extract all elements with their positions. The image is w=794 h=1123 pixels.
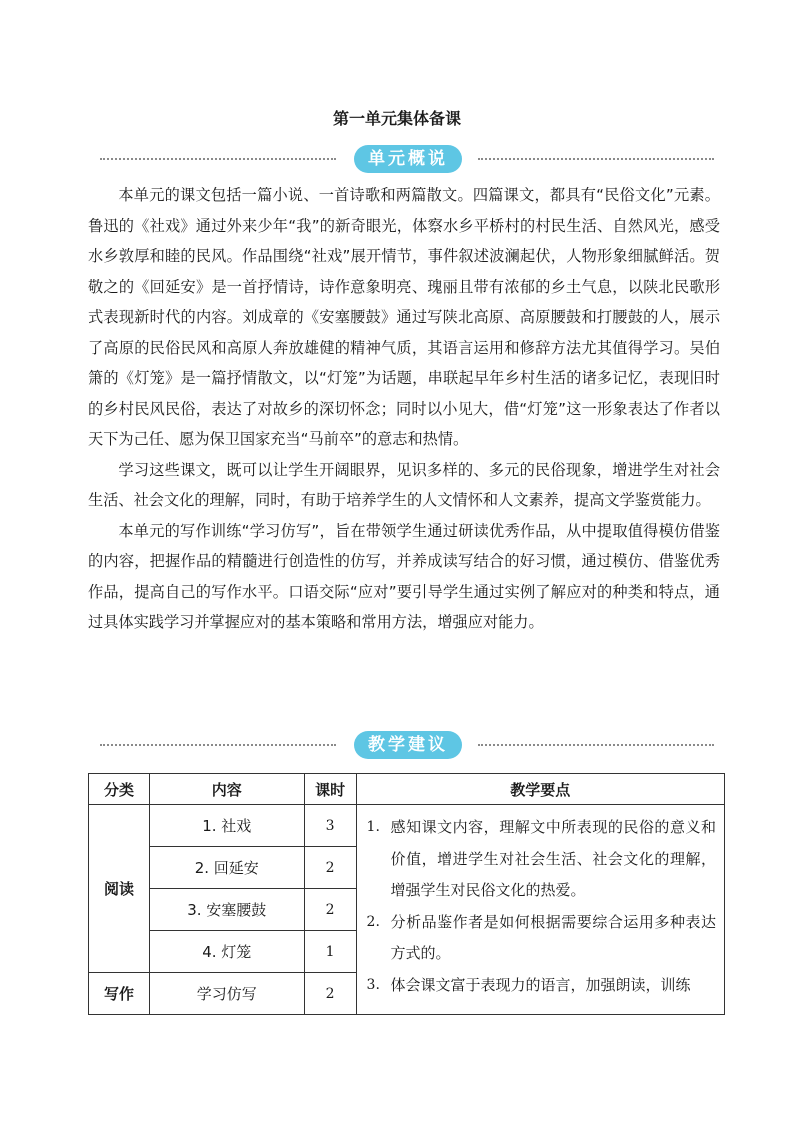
overview-paragraph: 本单元的课文包括一篇小说、一首诗歌和两篇散文。四篇课文，都具有“民俗文化”元素。鲁迅的《社戏》通过外来少年“我”的新奇眼光，体察水乡平桥村的村民生活、自然风光，感受水乡敦厚和睦的民风。作品围绕“社戏”展开情节，事件叙述波澜起伏，人物形象细腻鲜活。贺敬之的《回延安》是一首抒情诗，诗作意象明亮、瑰丽且带有浓郁的乡土气息，以陕北民歌形式表现新时代的内容。刘成章的《安塞腰鼓》通过写陕北高原、高原腰鼓和打腰鼓的人，展示了高原的民俗民风和高原人奔放雄健的精神气质，其语言运用和修辞方法尤其值得学习。吴伯箫的《灯笼》是一篇抒情散文，以“灯笼”为话题，串联起早年乡村生活的诸多记忆，表现旧时的乡村民风民俗，表达了对故乡的深切怀念；同时以小见大，借“灯笼”这一形象表达了作者以天下为己任、愿为保卫国家充当“马前卒”的意志和热情。 <box>88 186 720 448</box>
teaching-points-cell <box>356 805 724 1015</box>
lesson-cell: 2. 回延安 <box>149 847 304 889</box>
hours-cell: 1 <box>304 931 356 973</box>
hours-cell: 2 <box>304 847 356 889</box>
section-label-suggestion: 教学建议 <box>354 731 462 759</box>
dotted-divider-right <box>478 744 714 746</box>
hours-cell: 2 <box>304 889 356 931</box>
category-writing: 写作 <box>89 973 150 1015</box>
dotted-divider-right <box>478 158 714 160</box>
teaching-point <box>367 812 716 907</box>
overview-paragraph: 本单元的写作训练“学习仿写”，旨在带领学生通过研读优秀作品，从中提取值得模仿借鉴的内容，把握作品的精髓进行创造性的仿写，并养成读写结合的好习惯，通过模仿、借鉴优秀作品，提高自己的写作水平。口语交际“应对”要引导学生通过实例了解应对的种类和特点，通过具体实践学习并掌握应对的基本策略和常用方法，增强应对能力。 <box>88 521 720 631</box>
header-content: 内容 <box>149 774 304 805</box>
teaching-plan-table <box>88 773 725 1015</box>
section-header-suggestion <box>100 731 714 759</box>
dotted-divider-left <box>100 158 336 160</box>
lesson-cell: 学习仿写 <box>149 973 304 1015</box>
teaching-point <box>367 970 716 1002</box>
overview-body <box>88 180 720 638</box>
header-category: 分类 <box>89 774 150 805</box>
table-row <box>89 805 725 847</box>
point-number: 2. <box>366 913 380 930</box>
point-number: 1. <box>366 819 380 835</box>
section-header-overview <box>100 145 714 173</box>
point-text: 分析品鉴作者是如何根据需要综合运用多种表达方式的。 <box>390 912 716 962</box>
point-text: 感知课文内容，理解文中所表现的民俗的意义和价值，增进学生对社会生活、社会文化的理解，增强学生对民俗文化的热爱。 <box>390 818 716 899</box>
lesson-cell: 4. 灯笼 <box>149 931 304 973</box>
hours-cell: 3 <box>304 805 356 847</box>
lesson-cell: 1. 社戏 <box>149 805 304 847</box>
overview-paragraph: 学习这些课文，既可以让学生开阔眼界，见识多样的、多元的民俗现象，增进学生对社会生活、社会文化的理解，同时，有助于培养学生的人文情怀和人文素养，提高文学鉴赏能力。 <box>88 460 720 509</box>
dotted-divider-left <box>100 744 336 746</box>
point-text: 体会课文富于表现力的语言，加强朗读，训练 <box>390 975 691 994</box>
point-number: 3. <box>366 976 380 993</box>
hours-cell: 2 <box>304 973 356 1015</box>
page-title: 第一单元集体备课 <box>332 109 461 128</box>
category-reading: 阅读 <box>89 805 150 973</box>
lesson-cell: 3. 安塞腰鼓 <box>149 889 304 931</box>
teaching-point <box>367 907 716 970</box>
table-header-row <box>89 774 725 805</box>
section-label-overview: 单元概说 <box>354 145 462 173</box>
header-points: 教学要点 <box>356 774 724 805</box>
header-hours: 课时 <box>304 774 356 805</box>
